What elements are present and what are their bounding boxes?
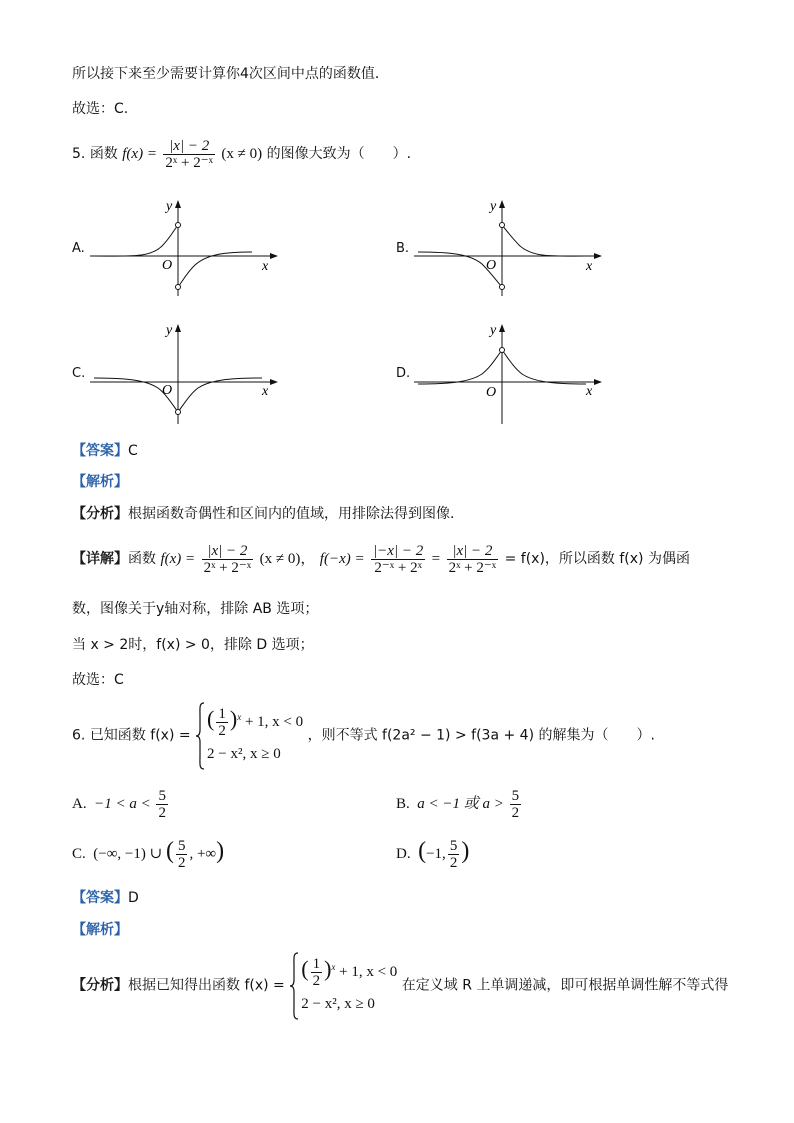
graph-d (414, 320, 614, 426)
open-point (500, 348, 505, 353)
math-func: f(x) = (122, 146, 157, 162)
curve-right (178, 252, 252, 287)
math-func: f(x) = (160, 551, 196, 567)
graph-c-label: C. (72, 366, 86, 381)
answer-value: D (128, 890, 139, 906)
x-axis-arrow (270, 253, 278, 259)
text-span: 数，图像关于y轴对称，排除 AB 选项； (72, 601, 319, 617)
fraction-denominator: 2 (218, 723, 226, 740)
half-fraction (311, 956, 323, 989)
piece-2: 2 − x², x ≥ 0 (207, 746, 281, 763)
fraction-denominator: 2ˣ + 2⁻ˣ (448, 559, 497, 576)
text-span: 函数 (89, 146, 118, 162)
open-point (176, 285, 181, 290)
x-axis-arrow (270, 379, 278, 385)
text-span: 当 x > 2时，f(x) > 0，排除 D 选项； (72, 637, 314, 653)
xiangjie-line-3 (72, 635, 314, 655)
fraction-numerator: |x| − 2 (163, 138, 215, 155)
guxuan-5 (72, 670, 124, 690)
graph-d-label: D. (396, 366, 411, 381)
fraction (448, 838, 460, 871)
piece-1 (207, 702, 303, 739)
x-axis-arrow (594, 253, 602, 259)
option-label: A. (72, 796, 87, 812)
exponent: x (237, 712, 242, 722)
x-label: x (262, 259, 269, 274)
y-label: y (166, 199, 173, 214)
paren: ( (301, 956, 309, 981)
fraction (176, 838, 188, 871)
question-6 (72, 702, 655, 769)
x-label: x (586, 259, 593, 274)
y-label: y (490, 199, 497, 214)
x-axis-arrow (594, 379, 602, 385)
fraction-numerator: |x| − 2 (447, 543, 499, 560)
text-line-2 (72, 99, 128, 119)
fraction-denominator: 2⁻ˣ + 2ˣ (374, 559, 422, 576)
paren: ) (216, 838, 225, 864)
jiexi-6 (72, 920, 128, 940)
brace-icon (289, 952, 299, 1020)
fraction-denominator: 2 (158, 805, 166, 822)
xiangjie-line-2 (72, 599, 318, 619)
paren: ( (418, 838, 427, 864)
text-span: 已知函数 f(x) = (89, 727, 191, 744)
fenxi-5 (72, 504, 454, 524)
y-axis-arrow (499, 200, 505, 208)
piece-1 (301, 952, 397, 989)
curve-right (502, 225, 586, 256)
option-text: −1 < a < (94, 796, 151, 812)
paren: ( (207, 706, 215, 731)
paren: ) (461, 838, 470, 864)
math-func: f(−x) = (319, 551, 365, 567)
fraction-numerator: 5 (449, 838, 458, 855)
answer-tag: 【答案】 (72, 890, 128, 906)
paren: ) (229, 706, 238, 731)
fenxi-tag: 【分析】 (72, 506, 128, 522)
piecewise (195, 702, 303, 769)
text-span: 故选：C. (72, 101, 129, 117)
fraction-numerator: 5 (158, 788, 166, 805)
y-axis-arrow (499, 324, 505, 332)
graph-b-label: B. (396, 241, 410, 256)
paren: ( (165, 838, 174, 864)
fenxi-6 (72, 952, 728, 1019)
option-label: D. (396, 846, 411, 862)
fraction-denominator: 2ˣ + 2⁻ˣ (165, 154, 213, 171)
fraction (371, 543, 425, 576)
fraction (163, 138, 215, 171)
y-axis-arrow (175, 200, 181, 208)
y-label: y (166, 323, 173, 338)
fraction-numerator: 1 (312, 956, 321, 973)
open-point (176, 223, 181, 228)
fraction-numerator: |x| − 2 (202, 543, 254, 560)
question-number: 6. (72, 727, 86, 744)
option-text: a < −1 或 a > (417, 796, 504, 812)
graph-a-label: A. (72, 241, 85, 256)
option-tail: , +∞ (189, 846, 217, 862)
math-condition: (x ≠ 0)， (259, 551, 316, 567)
exponent: x (331, 962, 336, 972)
option-a (72, 786, 170, 822)
fraction-numerator: |−x| − 2 (373, 542, 424, 559)
answer-6 (72, 888, 139, 908)
piece-text: + 1, x < 0 (339, 964, 398, 980)
x-label: x (586, 384, 593, 399)
jiexi-5 (72, 472, 128, 492)
graph-c (90, 320, 290, 426)
fraction-denominator: 2ˣ + 2⁻ˣ (203, 559, 252, 576)
answer-5 (72, 441, 138, 461)
option-c (72, 833, 224, 872)
option-text: −1, (426, 846, 446, 862)
origin-label: O (486, 385, 497, 400)
question-5 (72, 136, 411, 172)
fraction-denominator: 2 (177, 855, 186, 872)
option-label: C. (72, 846, 86, 862)
text-line-1 (72, 64, 389, 84)
xiangjie-tag: 【详解】 (72, 551, 128, 567)
brace-icon (195, 702, 205, 770)
option-label: B. (396, 796, 410, 812)
y-label: y (490, 323, 497, 338)
text-span: 在定义域 R 上单调递减，即可根据单调性解不等式得 (401, 977, 729, 994)
y-axis-arrow (175, 324, 181, 332)
text-span: 根据已知得出函数 f(x) = (128, 977, 285, 994)
xiangjie-line-1 (72, 541, 690, 577)
option-d (396, 833, 469, 872)
text-span: 的图像大致为（ ）. (266, 146, 412, 162)
fraction (447, 543, 499, 576)
piece-2: 2 − x², x ≥ 0 (301, 996, 375, 1013)
open-point (176, 410, 181, 415)
paren: ) (324, 956, 332, 981)
fraction-denominator: 2 (511, 805, 520, 822)
fraction-numerator: 5 (511, 788, 520, 805)
fraction-denominator: 2 (312, 973, 321, 990)
half-fraction (216, 706, 228, 739)
math-condition: (x ≠ 0) (221, 146, 263, 162)
analysis-tag: 【解析】 (72, 474, 128, 490)
graph-a (90, 196, 290, 300)
fenxi-tag: 【分析】 (72, 977, 128, 994)
text-span: ，则不等式 f(2a² − 1) > f(3a + 4) 的解集为（ ）. (307, 727, 655, 744)
text-span: 根据函数奇偶性和区间内的值域，用排除法得到图像. (128, 506, 455, 522)
fraction-numerator: 1 (218, 706, 226, 723)
piece-text: + 1, x < 0 (244, 714, 304, 730)
curve-left (94, 225, 178, 256)
answer-value: C (128, 443, 138, 459)
analysis-tag: 【解析】 (72, 922, 128, 938)
fraction (156, 788, 168, 821)
fraction-denominator: 2 (449, 855, 458, 872)
text-span: 故选：C (72, 672, 124, 688)
fraction-numerator: 5 (177, 838, 186, 855)
origin-label: O (162, 383, 173, 398)
option-b (396, 786, 523, 822)
text-span: 函数 (128, 551, 156, 567)
x-label: x (262, 384, 269, 399)
answer-tag: 【答案】 (72, 443, 128, 459)
fraction (510, 788, 522, 821)
origin-label: O (162, 258, 173, 273)
graph-b (414, 196, 614, 300)
text-span: 所以接下来至少需要计算你4次区间中点的函数值． (72, 66, 389, 82)
open-point (500, 223, 505, 228)
fraction (202, 543, 254, 576)
piecewise (289, 952, 397, 1019)
origin-label: O (486, 258, 497, 273)
option-text: (−∞, −1) ∪ (93, 846, 163, 862)
question-number: 5. (72, 146, 86, 162)
text-span: = f(x)，所以函数 f(x) 为偶函 (504, 551, 690, 567)
open-point (500, 285, 505, 290)
math-equals: = (431, 551, 441, 567)
